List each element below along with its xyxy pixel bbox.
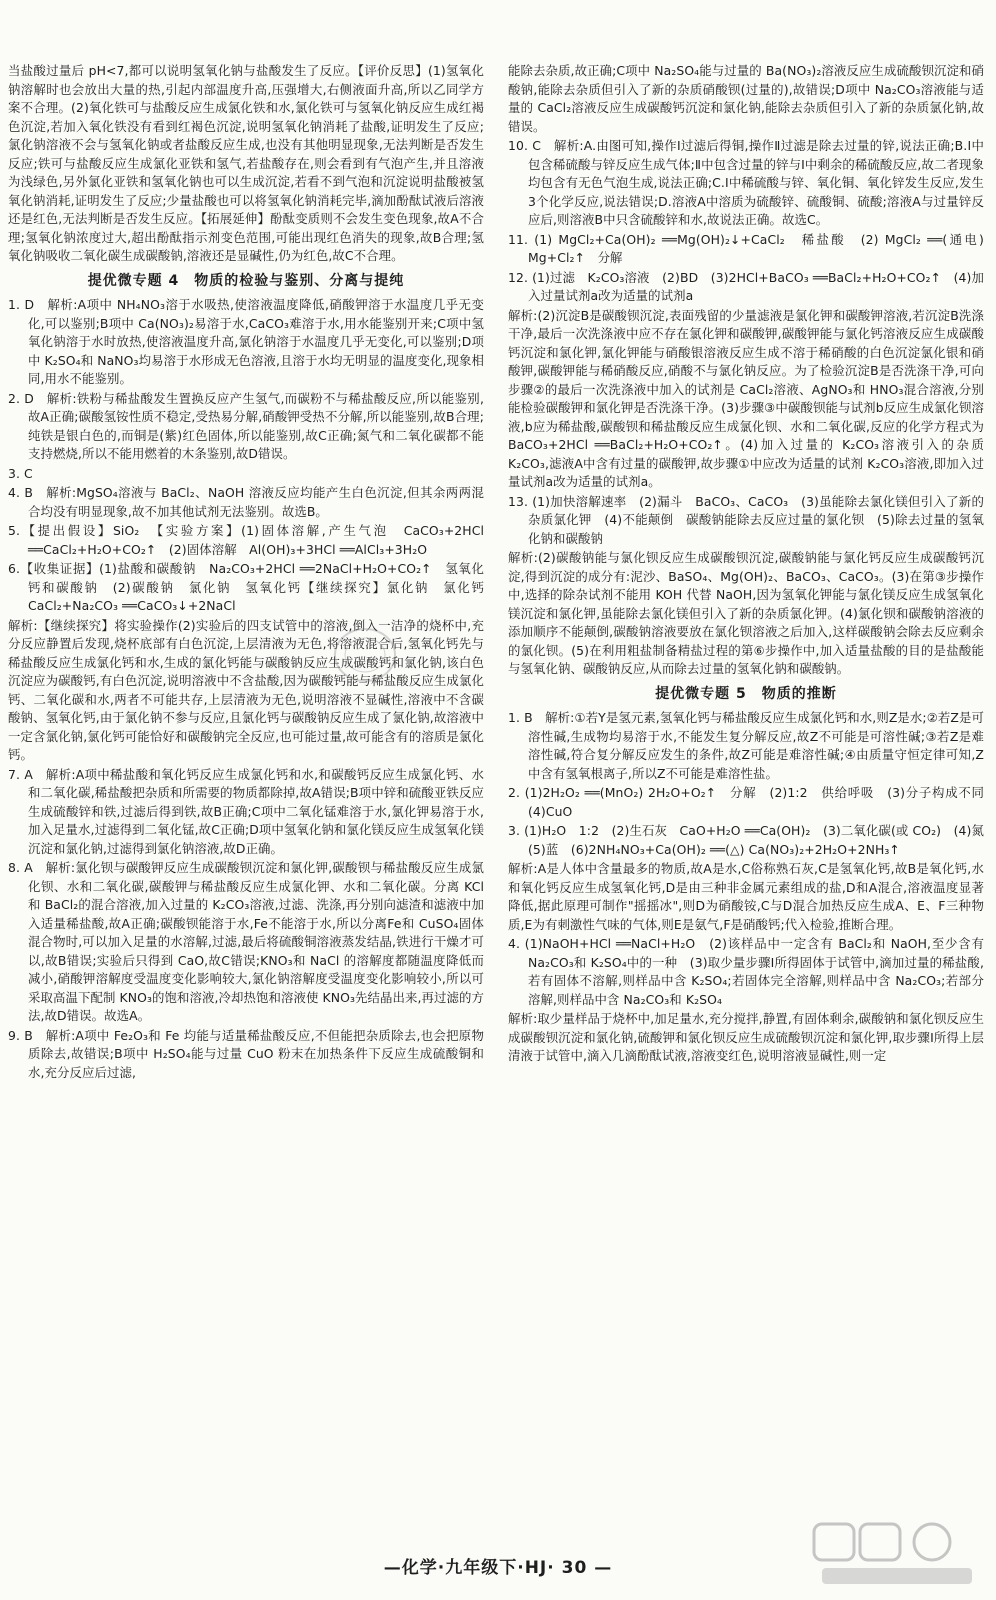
explanation-paragraph: 能除去杂质,故正确;C项中 Na₂SO₄能与过量的 Ba(NO₃)₂溶液反应生成硫酸钡沉淀和硝酸钠,能除去杂质但引入了新的杂质硝酸钡(过量的),故错误;D项中 Na₂CO₃溶液能与适量的 CaCl₂溶液反应生成碳酸钙沉淀和氯化钠,能除去杂质但引入了新的杂质氯化钠,故错误。 (508, 63, 984, 134)
explanation-paragraph: 解析:取少量样品于烧杯中,加足量水,充分搅拌,静置,有固体剩余,碳酸钠和氯化钡反应生成碳酸钡沉淀和氯化钠,硫酸钾和氯化钡反应生成硫酸钡沉淀和氯化钾,取步骤Ⅰ所得上层清液于试管中,滴入几滴酚酞试液,溶液变红色,说明溶液显碱性,则一定 (508, 1011, 984, 1063)
answer-item: 3. (1)H₂O 1:2 (2)生石灰 CaO+H₂O ══Ca(OH)₂ (3)二氧化碳(或 CO₂) (4)氮 (5)蓝 (6)2NH₄NO₃+Ca(OH)₂ ══(△) Ca(NO₃)₂+2H₂O+2NH₃↑ (508, 823, 996, 857)
explanation-paragraph: 解析:(2)沉淀B是碳酸钡沉淀,表面残留的少量滤液是氯化钾和碳酸钾溶液,若沉淀B洗涤干净,最后一次洗涤液中应不存在氯化钾和碳酸钾,碳酸钾能与氯化钙溶液反应生成碳酸钙沉淀和氯化钾,氯化钾能与硝酸银溶液反应生成不溶于稀硝酸的白色沉淀氯化银和硝酸钾,碳酸钾能与稀硝酸反应,硝酸不与氯化钠反应。为了检验沉淀B是否洗涤干净,可向步骤②的最后一次洗涤液中加入的试剂是 CaCl₂溶液、AgNO₃和 HNO₃混合溶液,分别能检验碳酸钾和氯化钾是否洗涤干净。(3)步骤③中碳酸钡能与试剂b反应生成氯化钡溶液,b应为稀盐酸,碳酸钡和稀盐酸反应生成氯化钡、水和二氧化碳,反应的化学方程式为 BaCO₃+2HCl ══BaCl₂+H₂O+CO₂↑。(4)加入过量的 K₂CO₃溶液引入的杂质 K₂CO₃,滤液A中含有过量的碳酸钾,故步骤①中应改为适量的试剂 K₂CO₃溶液,即加入过量试剂a改为适量的试剂a。 (508, 307, 984, 489)
answer-item: 6.【收集证据】(1)盐酸和碳酸钠 Na₂CO₃+2HCl ══2NaCl+H₂O+CO₂↑ 氢氧化钙和碳酸钠 (2)碳酸钠 氯化钠 氢氧化钙【继续探究】氯化钠 氯化钙 CaCl₂+Na₂CO₃ ══CaCO₃↓+2NaCl (8, 561, 497, 613)
answer-item: 2. D 解析:铁粉与稀盐酸发生置换反应产生氢气,而碳粉不与稀盐酸反应,所以能鉴别,故A正确;碳酸氢铵性质不稳定,受热易分解,硝酸钾受热不分解,所以能鉴别,故B合理;纯铁是银白色的,而铜是(紫)红色固体,所以能鉴别,故C正确;氮气和二氧化碳都不能支持燃烧,所以不能用燃着的木条鉴别,故D错误。 (8, 390, 484, 461)
explanation-paragraph: 解析:【继续探究】将实验操作(2)实验后的四支试管中的溶液,倒入一洁净的烧杯中,充分反应静置后发现,烧杯底部有白色沉淀,上层清液为无色,将溶液混合后,氢氧化钙先与稀盐酸反应生成氯化钙和水,生成的氯化钙能与碳酸钠反应生成碳酸钙和氯化钠,该白色沉淀应为碳酸钙,有白色沉淀,说明溶液中不含盐酸,因为碳酸钙能与稀盐酸反应生成氯化钙、二氧化碳和水,两者不可能共存,上层清液为无色,说明溶液不显碱性,溶液中不含碳酸钠、氢氧化钙,由于氯化钠不参与反应,且氯化钙与碳酸钠反应生成了氯化钠,故溶液中一定含氯化钠,氯化钙可能恰好和碳酸钠完全反应,也可能过量,故可能含有的溶质是氯化钙。 (8, 617, 484, 762)
answer-item: 7. A 解析:A项中稀盐酸和氧化钙反应生成氯化钙和水,和碳酸钙反应生成氯化钙、水和二氧化碳,稀盐酸把杂质和所需要的物质都除掉,故A错误;B项中锌和硫酸亚铁反应生成硫酸锌和铁,过滤后得到铁,故B正确;C项中二氧化锰难溶于水,氯化钾易溶于水,加入足量水,过滤得到二氧化锰,故C正确;D项中氢氧化钠和氯化镁反应生成氢氧化镁沉淀和氯化钠,过滤得到氯化钠溶液,故D正确。 (8, 766, 484, 856)
answer-item: 9. B 解析:A项中 Fe₂O₃和 Fe 均能与适量稀盐酸反应,不但能把杂质除去,也会把原物质除去,故错误;B项中 H₂SO₄能与过量 CuO 粉末在加热条件下反应生成硫酸铜和水,充分反应后过滤, (8, 1027, 484, 1080)
page-footer: —化学·九年级下·HJ· 30 — (383, 1558, 613, 1578)
right-column (508, 62, 996, 1067)
watermark-logo-icon (812, 1520, 982, 1590)
section-heading: 提优微专题 4 物质的检验与鉴别、分离与提纯 (87, 272, 405, 289)
answer-item: 10. C 解析:A.由图可知,操作Ⅰ过滤后得铜,操作Ⅱ过滤是除去过量的锌,说法正确;B.Ⅰ中包含稀硫酸与锌反应生成气体;Ⅱ中包含过量的锌与Ⅰ中剩余的稀硫酸反应,故二者现象均包含有无色气泡生成,说法正确;C.Ⅰ中稀硫酸与锌、氧化铜、氧化锌发生反应,发生3个化学反应,说法错误;D.溶液A中溶质为硫酸锌、硫酸铜、硫酸;溶液A与过量锌反应后,则溶液B中只含硫酸锌和水,故说法正确。故选C。 (508, 138, 984, 227)
answer-item: 3. C (8, 465, 33, 481)
stamp-logo-icon (330, 625, 400, 685)
explanation-paragraph: 解析:A是人体中含量最多的物质,故A是水,C俗称熟石灰,C是氢氧化钙,故B是氧化钙,水和氧化钙反应生成氢氧化钙,D是由三种非金属元素组成的盐,D和A混合,溶液温度显著降低,据此原理可制作"摇摇冰",则D为硝酸铵,C与D混合加热反应生成A、E、F三种物质,E为有刺激性气味的气体,则E是氨气,F是硝酸钙;代入检验,推断合理。 (508, 861, 984, 932)
answer-item: 8. A 解析:氯化钡与碳酸钾反应生成碳酸钡沉淀和氯化钾,碳酸钡与稀盐酸反应生成氯化钡、水和二氧化碳,碳酸钾与稀盐酸反应生成氯化钾、水和二氧化碳。分离 KCl 和 BaCl₂的混合溶液,加入过量的 K₂CO₃溶液,过滤、洗涤,再分别向滤渣和滤液中加入适量稀盐酸,故A正确;碳酸钡能溶于水,Fe不能溶于水,所以分离Fe和 CuSO₄固体混合物时,可以加入足量的水溶解,过滤,最后将硫酸铜溶液蒸发结晶,铁进行干燥才可以,故B错误;实验后只得到 CaO,故C错误;KNO₃和 NaCl 的溶解度都随温度降低而减小,硝酸钾溶解度受温度变化影响较大,氯化钠溶解度受温度变化影响较小,所以可采取高温下配制 KNO₃的饱和溶液,冷却热饱和溶液使 KNO₃先结晶出来,再过滤的方法,故D错误。故选A。 (8, 860, 484, 1023)
answer-item: 2. (1)2H₂O₂ ══(MnO₂) 2H₂O+O₂↑ 分解 (2)1:2 供给呼吸 (3)分子构成不同 (4)CuO (508, 785, 996, 819)
answer-item: 1. B 解析:①若Y是氢元素,氢氧化钙与稀盐酸反应生成氯化钙和水,则Z是水;②若Z是可溶性碱,生成物均易溶于水,不能发生复分解反应,故Z不可能是可溶性碱;③若Z是难溶性碱,符合复分解反应发生的条件,故Z可能是难溶性碱;④由质量守恒定律可知,Z中含有氢氧根离子,所以Z不可能是难溶性盐。 (508, 710, 984, 781)
answer-item: 1. D 解析:A项中 NH₄NO₃溶于水吸热,使溶液温度降低,硝酸钾溶于水温度几乎无变化,可以鉴别;B项中 Ca(NO₃)₂易溶于水,CaCO₃难溶于水,用水能鉴别开来;C项中氢氧化钠溶于水时放热,使溶液温度升高,氯化钠溶于水温度几乎无变化,可以鉴别;D项中 K₂SO₄和 NaNO₃均易溶于水形成无色溶液,且溶于水均无明显的温度变化,现象相同,用水不能鉴别。 (8, 297, 484, 386)
answer-item: 12. (1)过滤 K₂CO₃溶液 (2)BD (3)2HCl+BaCO₃ ══BaCl₂+H₂O+CO₂↑ (4)加入过量试剂a改为适量的试剂a (508, 269, 984, 303)
answer-item: 5.【提出假设】SiO₂ 【实验方案】(1)固体溶解,产生气泡 CaCO₃+2HCl ══CaCl₂+H₂O+CO₂↑ (2)固体溶解 Al(OH)₃+3HCl ══AlCl₃+3H₂O (8, 523, 484, 557)
answer-item: 4. B 解析:MgSO₄溶液与 BaCl₂、NaOH 溶液反应均能产生白色沉淀,但其余两两混合均没有明显现象,故不加其他试剂无法鉴别。故选B。 (8, 485, 484, 519)
left-column (8, 62, 497, 1083)
explanation-paragraph: 解析:(2)碳酸钠能与氯化钡反应生成碳酸钡沉淀,碳酸钠能与氯化钙反应生成碳酸钙沉淀,得到沉淀的成分有:泥沙、BaSO₄、Mg(OH)₂、BaCO₃、CaCO₃。(3)在第③步操作中,选择的除杂试剂不能用 KOH 代替 NaOH,因为氢氧化钾能与氯化镁反应生成氢氧化镁沉淀和氯化钾,虽能除去氯化镁但引入了新的杂质氯化钾。(4)氯化钡和碳酸钠溶液的添加顺序不能颠倒,碳酸钠溶液要放在氯化钡溶液之后加入,这样碳酸钠会除去反应剩余的氯化钡。(5)在利用粗盐制备精盐过程的第⑥步操作中,加入适量盐酸的目的是盐酸能与氢氧化钠、碳酸钠反应,从而除去过量的氢氧化钠和碳酸钠。 (508, 550, 984, 676)
section-heading: 提优微专题 5 物质的推断 (655, 685, 837, 702)
answer-item: 11. (1) MgCl₂+Ca(OH)₂ ══Mg(OH)₂↓+CaCl₂ 稀盐酸 (2) MgCl₂ ══(通电) Mg+Cl₂↑ 分解 (508, 231, 984, 265)
explanation-paragraph: 当盐酸过量后 pH<7,都可以说明氢氧化钠与盐酸发生了反应。【评价反思】(1)氢氧化钠溶解时也会放出大量的热,引起内部温度升高,压强增大,右侧液面升高,所以乙同学方案不合理。(2)氧化铁可与盐酸反应生成氯化铁和水,氯化铁可与氢氧化钠反应生成红褐色沉淀,若加入氧化铁没有看到红褐色沉淀,说明氢氧化钠消耗了盐酸,证明发生了反应;氯化钠溶液不会与氢氧化钠或者盐酸反应生成,也没有其他明显现象,无法判断是否发生反应;铁可与盐酸反应生成氯化亚铁和氢气,若盐酸存在,则会看到有气泡产生,并且溶液为浅绿色,另外氯化亚铁和氢氧化钠也可以生成沉淀,若看不到气泡和沉淀说明盐酸被氢氧化钠消耗,证明发生了反应;少量盐酸也可以将氢氧化钠消耗完毕,滴加酚酞试液后溶液还是红色,无法判断是否发生反应。【拓展延伸】酚酞变质则不会发生变色现象,故A不合理;氢氧化钠浓度过大,超出酚酞指示剂变色范围,可能出现红色消失的现象,故B合理;氢氧化钠吸收二氧化碳生成碳酸钠,溶液还是显碱性,仍为红色,故C不合理。 (8, 63, 484, 263)
answer-item: 4. (1)NaOH+HCl ══NaCl+H₂O (2)该样品中一定含有 BaCl₂和 NaOH,至少含有 Na₂CO₃和 K₂SO₄中的一种 (3)取少量步骤Ⅰ所得固体于试管中,滴加过量的稀盐酸,若有固体不溶解,则样品中含 K₂SO₄;若固体完全溶解,则样品中含 Na₂CO₃;若部分溶解,则样品中含 Na₂CO₃和 K₂SO₄ (508, 936, 984, 1007)
answer-item: 13. (1)加快溶解速率 (2)漏斗 BaCO₃、CaCO₃ (3)虽能除去氯化镁但引入了新的杂质氯化钾 (4)不能颠倒 碳酸钠能除去反应过量的氯化钡 (5)除去过量的氢氧化钠和碳酸钠 (508, 493, 984, 546)
